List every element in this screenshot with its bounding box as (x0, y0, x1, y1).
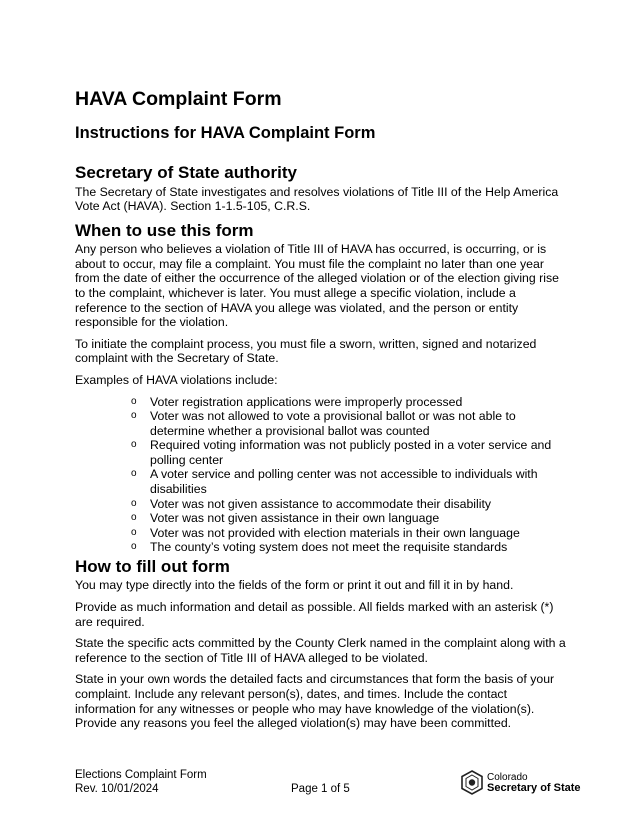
list-item-text: Voter was not provided with election materials in their own language (150, 525, 520, 540)
heading-how: How to fill out form (75, 557, 230, 577)
list-item-text: Voter was not given assistance in their own language (150, 511, 440, 526)
footer-form-name: Elections Complaint Form (75, 769, 207, 781)
list-item (131, 511, 570, 526)
when-paragraph-1: Any person who believes a violation of Title III of HAVA has occurred, is occurring, or is about to occur, may file a complaint. You must file the complaint no later than one year from the date of either the occurrence of the alleged violation or of the election giving rise to the complaint, whichever is later. You must allege a specific violation, include a reference to the section of HAVA you allege was violated, and the person or entity responsible for the violation. (75, 242, 559, 330)
how-paragraph-4: State in your own words the detailed facts and circumstances that form the basis of your complaint. Include any relevant person(s), dates, and times. Include the contact information for any witnesses or people who may have knowledge of the violation(s). Provide any reasons you feel the alleged violation(s) may have been committed. (75, 672, 555, 731)
colorado-sos-logo (461, 770, 581, 795)
bullet-icon: o (131, 439, 137, 451)
how-paragraph-3: State the specific acts committed by the County Clerk named in the complaint along with a reference to the section of Title III of HAVA alleged to be violated. (75, 636, 566, 665)
how-paragraph-2: Provide as much information and detail as possible. All fields marked with an asterisk (*) are required. (75, 600, 554, 629)
list-item (131, 497, 570, 512)
document-body (75, 88, 570, 738)
list-item-text: Voter was not given assistance to accommodate their disability (150, 496, 492, 511)
examples-intro: Examples of HAVA violations include: (75, 372, 278, 387)
list-item (131, 409, 570, 438)
footer-revision: Rev. 10/01/2024 (75, 783, 159, 795)
authority-text: The Secretary of State investigates and resolves violations of Title III of the Help America Vote Act (HAVA). Section 1-1.5-105, C.R.S. (75, 184, 559, 214)
list-item (131, 526, 570, 541)
seal-icon (461, 770, 483, 795)
list-item-text: The county’s voting system does not meet the requisite standards (150, 540, 508, 555)
bullet-icon: o (131, 541, 137, 553)
bullet-icon: o (131, 526, 137, 538)
heading-when: When to use this form (75, 220, 254, 240)
heading-authority: Secretary of State authority (75, 163, 298, 183)
page-title: HAVA Complaint Form (75, 88, 282, 110)
bullet-icon: o (131, 497, 137, 509)
list-item (131, 540, 570, 555)
footer-form-info (75, 768, 207, 796)
logo-state: Colorado (487, 771, 528, 783)
list-item-text: Required voting information was not publicly posted in a voter service and polling center (150, 438, 552, 467)
bullet-icon: o (131, 512, 137, 524)
bullet-icon: o (131, 468, 137, 480)
list-item (131, 438, 570, 467)
list-item-text: Voter was not allowed to vote a provisional ballot or was not able to determine whether a provisional ballot was counted (150, 409, 516, 438)
list-item (131, 467, 570, 496)
bullet-icon: o (131, 410, 137, 422)
footer-page-number: Page 1 of 5 (291, 783, 350, 795)
logo-office: Secretary of State (487, 781, 581, 794)
page-subtitle: Instructions for HAVA Complaint Form (75, 124, 376, 143)
list-item-text: A voter service and polling center was not accessible to individuals with disabilities (150, 467, 538, 497)
bullet-icon: o (131, 395, 137, 407)
how-paragraph-1: You may type directly into the fields of the form or print it out and fill it in by hand. (75, 578, 514, 593)
examples-list (75, 395, 570, 556)
when-paragraph-2: To initiate the complaint process, you must file a sworn, written, signed and notarized complaint with the Secretary of State. (75, 336, 537, 366)
logo-text (487, 772, 581, 794)
list-item-text: Voter registration applications were improperly processed (150, 394, 463, 409)
list-item (131, 395, 570, 410)
